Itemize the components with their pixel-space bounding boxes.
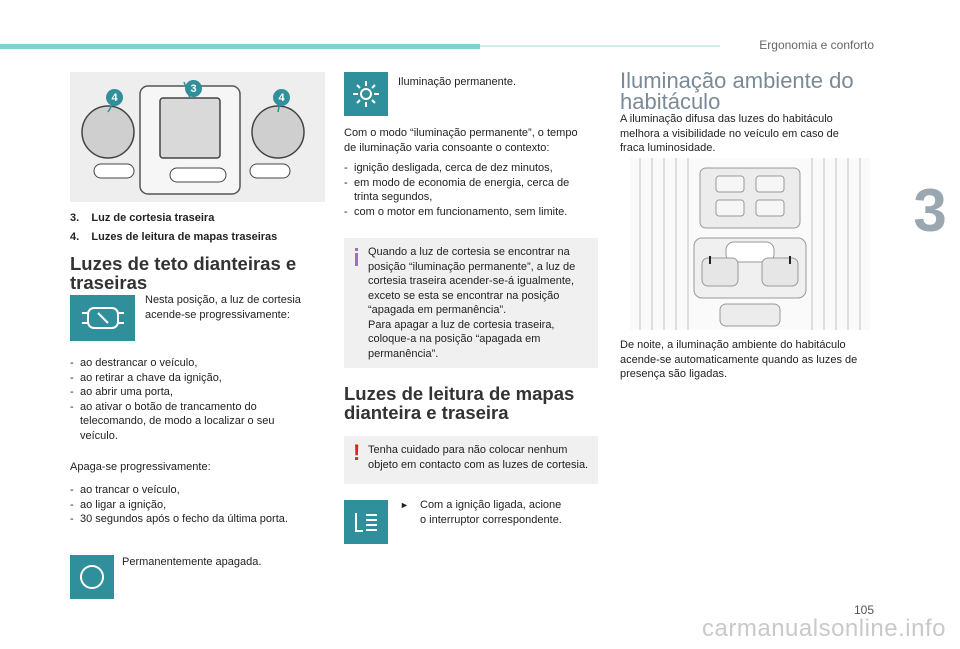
text-line: presença são ligadas. [620, 368, 728, 380]
list-item-text: com o motor em funcionamento, sem limite. [354, 205, 568, 218]
permanent-mode-list [344, 161, 604, 219]
text-line: Nesta posição, a luz de cortesia [145, 294, 301, 306]
watermark: carmanualsonline.info [702, 615, 946, 642]
off-mode-icon [70, 555, 114, 599]
warning-icon: ! [353, 440, 361, 465]
heading-line: habitáculo [620, 89, 721, 114]
text-line: Para apagar a luz de cortesia traseira, [368, 318, 555, 331]
text-line: permanência”. [368, 347, 439, 360]
list-item-text: veículo. [80, 429, 118, 442]
permanent-mode-intro [344, 126, 578, 155]
list-item [344, 190, 604, 205]
center-console-illustration [630, 158, 870, 330]
list-item: - 30 segundos após o fecho da última porta. [70, 513, 288, 525]
legend-item-4 [70, 230, 277, 245]
off-mode-label: Permanentemente apagada. [122, 556, 262, 568]
list-item: - ao ativar o botão de trancamento do [70, 400, 257, 413]
heading-line: Luzes de teto dianteiras e [70, 253, 297, 274]
list-item-text: ao ligar a ignição, [80, 498, 167, 511]
legend-text: Luzes de leitura de mapas traseiras [91, 231, 278, 243]
list-item: - em modo de economia de energia, cerca de [344, 176, 570, 189]
reading-light-icon [351, 507, 381, 537]
door-mode-intro [145, 293, 301, 322]
legend-num: 4. [70, 231, 80, 243]
text-line: A iluminação difusa das luzes do habitáculo [620, 113, 833, 125]
car-door-icon [78, 303, 128, 333]
list-item-text: ao abrir uma porta, [80, 386, 173, 398]
list-item: - ignição desligada, cerca de dez minutos, [344, 162, 553, 174]
text-line: coloque-a na posição “apagada em [368, 333, 541, 345]
list-item [70, 429, 330, 444]
text-line: Quando a luz de cortesia se encontrar na [368, 246, 570, 258]
text-line: cortesia traseira acender-se-á igualmente, [368, 275, 575, 287]
warning-note [344, 436, 598, 484]
reading-light-icon-box [344, 500, 388, 544]
diagram-label-4-right: 4 [273, 89, 290, 106]
info-icon [352, 248, 360, 266]
circle-off-icon [77, 562, 107, 592]
permanent-mode-label: Iluminação permanente. [398, 76, 517, 88]
legend-text: Luz de cortesia traseira [91, 212, 215, 224]
text-line: exceto se esta se encontrar na posição [368, 289, 560, 302]
chapter-number: 3 [913, 176, 947, 244]
diagram-label-4-left: 4 [106, 89, 123, 106]
list-item-text: telecomando, de modo a localizar o seu [80, 415, 275, 427]
warning-note-text [368, 443, 596, 472]
header-accent-bar [0, 44, 480, 49]
text-line: objeto em contacto com as luzes de cortesia. [368, 458, 589, 471]
list-item: - ao abrir uma porta, [70, 386, 173, 398]
list-item: - ao ligar a ignição, [70, 498, 167, 511]
heading-line: traseiras [70, 272, 148, 293]
text-line: acende-se automaticamente quando as luzes de [620, 353, 858, 366]
diagram-label-3: 3 [185, 80, 202, 97]
text-line: Com o modo “iluminação permanente”, o tempo [344, 127, 578, 139]
door-mode-icon [70, 295, 135, 341]
ambient-night-text [620, 338, 890, 382]
legend-num: 3. [70, 212, 80, 224]
section-heading-ambient [620, 70, 854, 112]
reading-light-action [420, 498, 562, 527]
permanent-mode-icon [344, 72, 388, 116]
section-title: Ergonomia e conforto [759, 38, 874, 52]
sun-icon [351, 79, 381, 109]
list-item: - ao trancar o veículo, [70, 484, 180, 496]
text-line: fraca luminosidade. [620, 142, 716, 154]
list-item-text: ao retirar a chave da ignição, [80, 371, 222, 384]
list-item-text: 30 segundos após o fecho da última porta. [80, 513, 288, 525]
list-item: - ao destrancar o veículo, [70, 357, 198, 369]
list-item-text: ao destrancar o veículo, [80, 357, 198, 369]
section-heading-reading-lights [344, 384, 574, 422]
text-line: acende-se progressivamente: [145, 308, 290, 321]
page-number: 105 [853, 603, 874, 617]
heading-line: Luzes de leitura de mapas [344, 383, 575, 404]
info-note-text [368, 245, 596, 361]
list-item: - ao retirar a chave da ignição, [70, 371, 222, 384]
arrow-bullet-icon: ► [400, 500, 409, 510]
list-item: - com o motor em funcionamento, sem limite. [344, 205, 568, 218]
list-item [70, 414, 330, 429]
info-note [344, 238, 598, 368]
list-item-text: ao ativar o botão de trancamento do [80, 400, 257, 413]
list-item-text: ignição desligada, cerca de dez minutos, [354, 162, 553, 174]
door-mode-list [70, 356, 330, 443]
text-line: “apagada em permanência”. [368, 304, 507, 316]
text-line: de iluminação varia consoante o contexto: [344, 141, 550, 154]
ambient-intro [620, 112, 880, 156]
ambient-lighting-photo [630, 158, 870, 330]
text-line: Com a ignição ligada, acione [420, 499, 562, 511]
list-item-text: trinta segundos, [354, 191, 433, 203]
off-list [70, 483, 330, 527]
section-heading-ceiling-lights [70, 254, 296, 292]
text-line: o interruptor correspondente. [420, 513, 562, 526]
text-line: melhora a visibilidade no veículo em caso de [620, 127, 839, 140]
fade-text: Apaga-se progressivamente: [70, 461, 211, 473]
legend-item-3 [70, 211, 214, 226]
heading-line: dianteira e traseira [344, 402, 509, 423]
header-accent-line [480, 45, 720, 47]
list-item-text: ao trancar o veículo, [80, 484, 180, 496]
chapter-tab [900, 160, 960, 260]
list-item-text: em modo de economia de energia, cerca de [354, 176, 570, 189]
text-line: Tenha cuidado para não colocar nenhum [368, 444, 568, 456]
heading-line: Iluminação ambiente do [620, 68, 854, 93]
text-line: De noite, a iluminação ambiente do habitáculo [620, 339, 846, 351]
text-line: posição “iluminação permanente”, a luz de [368, 260, 576, 273]
